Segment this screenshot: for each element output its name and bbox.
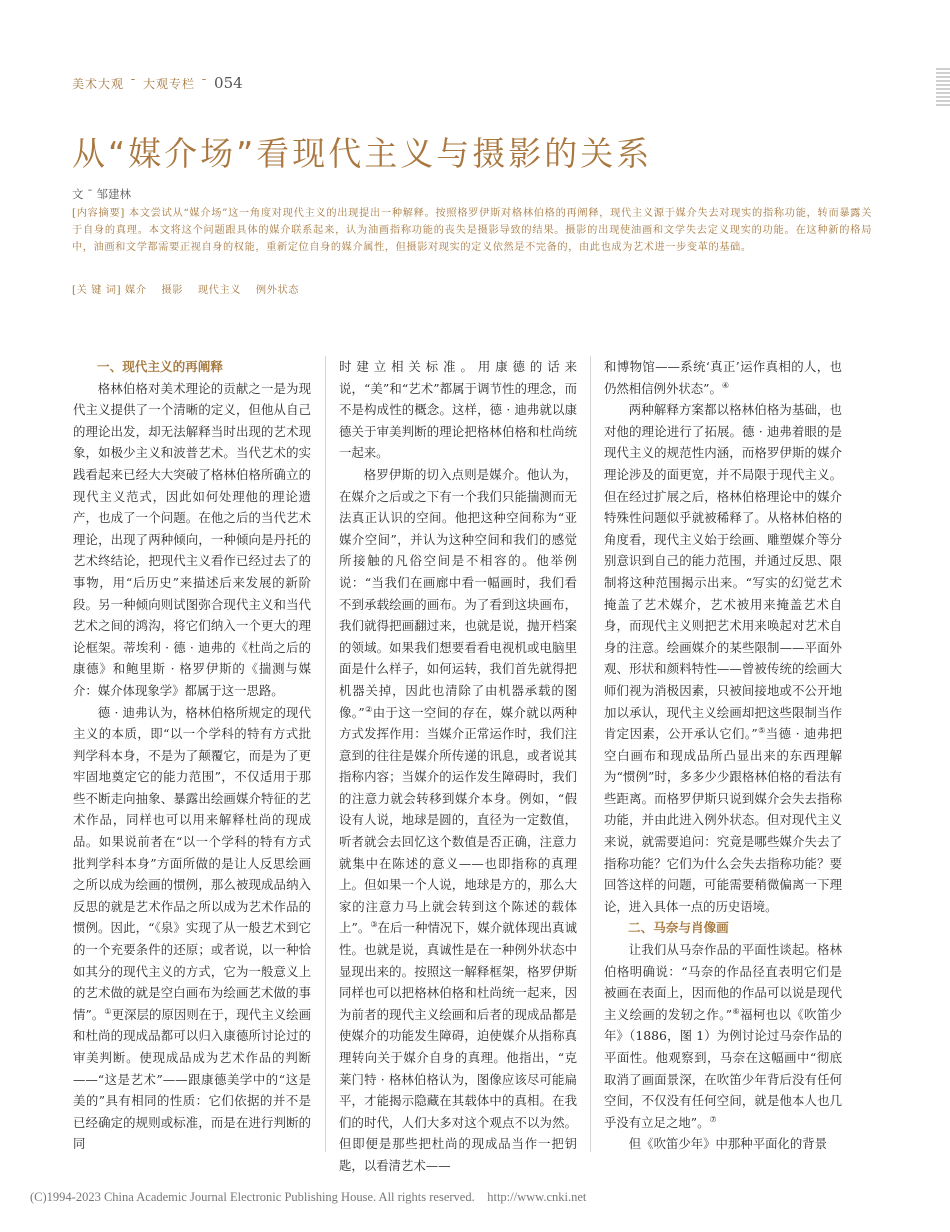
paragraph-text: 格罗伊斯的切入点则是媒介。他认为，在媒介之后或之下有一个我们只能揣测而无法真正认识的空间。他把这种空间称为“亚媒介空间”，并认为这种空间和我们的感觉所接触的凡俗空间是不相容的。他举例说：“当我们在画廊中看一幅画时，我们看不到承载绘画的画布。为了看到这块画布，我们就得把画翻过来，也就是说，抛开档案的领域。如果我们想要看看电视机或电脑里面是什么样子，如何运转，我们首先就得把机器关掉，因此也清除了由机器承载的图像。” — [339, 466, 577, 720]
paragraph-text: 更深层的原因则在于，现代主义绘画和杜尚的现成品都可以归入康德所讨论过的审美判断。使现成品成为艺术作品的判断——“这是艺术”——跟康德美学中的“这是美的”具有相同的性质：它们依据的并不是已经确定的规则或标准，而是在进行判断的同 — [73, 1006, 312, 1152]
abstract: [内容摘要] 本文尝试从“媒介场”这一角度对现代主义的出现提出一种解释。按照格罗伊斯对格林伯格的再阐释，现代主义源于媒介失去对现实的指称功能，转而暴露关于自身的真理。本文将这个问题跟具体的媒介联系起来，认为油画指称功能的丧失是摄影导致的结果。摄影的出现使油画和文学失去定义现实的功能。在这种新的格局中，油画和文学都需要正视自身的权能，重新定位自身的媒介属性，但摄影对现实的定义依然是不完备的，由此也成为艺术进一步变革的基础。 — [72, 208, 872, 253]
footnote-marker: ④ — [721, 380, 730, 390]
keyword: 媒介 — [125, 285, 147, 296]
keywords — [72, 281, 310, 296]
author-line: 文 ¯ 邹建林 — [72, 187, 132, 201]
keyword: 例外状态 — [255, 285, 300, 296]
paragraph-text: 德 · 迪弗认为，格林伯格所规定的现代主义的本质，即“以一个学科的特有方式批判学科本身，不是为了颠覆它，而是为了更牢固地奠定它的能力范围”，不仅适用于那些不断走向抽象、暴露出绘画媒介特征的艺术作品，同样也可以用来解释杜尚的现成品。如果说前者在“以一个学科的特有方式批判学科本身”方面所做的是让人反思绘画之所以成为绘画的惯例，那么被现成品纳入反思的就是艺术作品之所以成为艺术作品的惯例。因此，“《泉》实现了从一般艺术到它的一个充要条件的还原；或者说，以一种恰如其分的现代主义的方式，它为一般意义上的艺术做的就是空白画布为绘画艺术做的事情”。 — [73, 704, 311, 1022]
header-separator: ¯ — [201, 77, 209, 91]
footnote-marker: ⑦ — [709, 1114, 717, 1124]
column-divider — [590, 356, 591, 1152]
paragraph-text: 在后一种情况下，媒介就体现出真诚性。也就是说，真诚性是在一种例外状态中显现出来的。按照这一解释框架，格罗伊斯同样也可以把格林伯格和杜尚统一起来，因为前者的现代主义绘画和后者的现成品都是使媒介的功能发生障碍，迫使媒介从指称真理转向关于媒介自身的真理。他指出，“克莱门特 · 格林伯格认为，图像应该尽可能扁平，才能揭示隐藏在其载体中的真相。在我们的时代，人们大多对这个观点不以为然。但即便是那些把杜尚的现成品当作一把钥匙，以看清艺术—— — [339, 920, 578, 1173]
paragraph — [73, 702, 311, 1155]
paragraph — [339, 464, 577, 1177]
journal-name: 美术大观 — [72, 77, 125, 91]
footnote-marker: ⑥ — [732, 1006, 741, 1016]
paragraph: 格林伯格对美术理论的贡献之一是为现代主义提供了一个清晰的定义，但他从自己的理论出发，却无法解释当时出现的艺术现象，如极少主义和波普艺术。当代艺术的实践看起来已经大大突破了格林伯格所确立的现代主义范式，因此如何处理他的理论遗产，也成了一个问题。在他之后的当代艺术理论，出现了两种倾向，一种倾向是丹托的艺术终结论，把现代主义看作已经过去了的事物，用“后历史”来描述后来发展的新阶段。另一种倾向则试图弥合现代主义和当代艺术之间的鸿沟，将它们纳入一个更大的理论框架。蒂埃利 · 德 · 迪弗的《杜尚之后的康德》和鲍里斯 · 格罗伊斯的《揣测与媒介：媒介体现象学》都属于这一思路。 — [73, 380, 311, 698]
paragraph-continued — [604, 356, 842, 399]
column-divider — [325, 356, 326, 1152]
paragraph: 但《吹笛少年》中那种平面化的背景 — [628, 1136, 828, 1152]
keywords-label: [关 键 词] — [72, 285, 122, 296]
paragraph — [604, 399, 842, 917]
page-number: 054 — [214, 74, 243, 92]
paragraph-text: 两种解释方案都以格林伯格为基础，也对他的理论进行了拓展。德 · 迪弗着眼的是现代主义的规范性内涵，而格罗伊斯的媒介理论涉及的面更宽，并不局限于现代主义。但在经过扩展之后，格林伯格理论中的媒介特殊性问题似乎就被稀释了。从格林伯格的角度看，现代主义始于绘画、雕塑媒介等分别意识到自己的能力范围，并通过反思、限制将这种范围揭示出来。“写实的幻觉艺术掩盖了艺术媒介，艺术被用来掩盖艺术自身，而现代主义则把艺术用来唤起对艺术自身的注意。绘画媒介的某些限制——平面外观、形状和颜料特性——曾被传统的绘画大师们视为消极因素，只被间接地或不公开地加以承认，现代主义绘画却把这些限制当作肯定因素，公开承认它们。” — [604, 402, 842, 742]
section-heading: 二、马奈与肖像画 — [628, 920, 729, 936]
page-footer — [30, 1190, 586, 1205]
section-heading: 一、现代主义的再阐释 — [97, 359, 223, 374]
paragraph-continued: 时建立相关标准。用康德的话来说，“美”和“艺术”都属于调节性的理念，而不是构成性的概念。这样，德 · 迪弗就以康德关于审美判断的理论把格林伯格和杜尚统一起来。 — [339, 359, 577, 461]
paragraph-text: 和博物馆——系统‘真正’运作真相的人，也仍然相信例外状态”。 — [604, 359, 842, 396]
footnote-marker: ① — [104, 1006, 112, 1016]
footer-url[interactable]: http://www.cnki.net — [487, 1190, 587, 1204]
copyright-notice: (C)1994-2023 China Academic Journal Electronic Publishing House. All rights reserved. — [30, 1190, 475, 1204]
article-title: 从“媒介场”看现代主义与摄影的关系 — [72, 134, 653, 173]
footnote-marker: ③ — [370, 920, 378, 930]
running-header — [72, 74, 243, 92]
footnote-marker: ② — [364, 704, 373, 714]
paragraph-text: 福柯也以《吹笛少年》（1886，图 1）为例讨论过马奈作品的平面性。他观察到，马奈在这幅画中“彻底取消了画面景深，在吹笛少年背后没有任何空间，不仅没有任何空间，就是他本人也几乎没有立足之地”。 — [604, 1006, 843, 1130]
paragraph-text: 当德 · 迪弗把空白画布和现成品所凸显出来的东西理解为“惯例”时，多多少少跟格林伯格的看法有些距离。而格罗伊斯只说到媒介会失去指称功能，并由此进入例外状态。但对现代主义来说，就需要追问：究竟是哪些媒介失去了指称功能？它们为什么会失去指称功能？要回答这样的问题，可能需要稍微偏离一下理论，进入具体一点的历史语境。 — [604, 726, 843, 914]
body-column-1 — [73, 356, 311, 1156]
footnote-marker: ⑤ — [757, 725, 766, 735]
paragraph — [604, 939, 842, 1133]
keyword: 摄影 — [161, 285, 184, 296]
paragraph-text: 让我们从马奈作品的平面性谈起。格林伯格明确说：“马奈的作品径直表明它们是被画在表面上，因而他的作品可以说是现代主义绘画的发轫之作。” — [604, 942, 842, 1022]
section-name: 大观专栏 — [143, 77, 196, 91]
body-column-2 — [339, 356, 578, 1173]
edge-marks — [936, 68, 950, 113]
paragraph-text: 由于这一空间的存在，媒介就以两种方式发挥作用：当媒介正常运作时，我们注意到的往往是媒介所传递的讯息，或者说其指称内容；当媒介的运作发生障碍时，我们的注意力就会转移到媒介本身。例如，“假设有人说，地球是圆的，直径为一定数值，听者就会去回忆这个数值是否正确，注意力就集中在陈述的意义——也即指称的真理上。但如果一个人说，地球是方的，那么大家的注意力马上就会转到这个陈述的载体上”。 — [339, 704, 578, 936]
keyword: 现代主义 — [197, 285, 242, 296]
body-column-3 — [604, 356, 842, 1156]
header-separator: ¯ — [130, 77, 138, 91]
